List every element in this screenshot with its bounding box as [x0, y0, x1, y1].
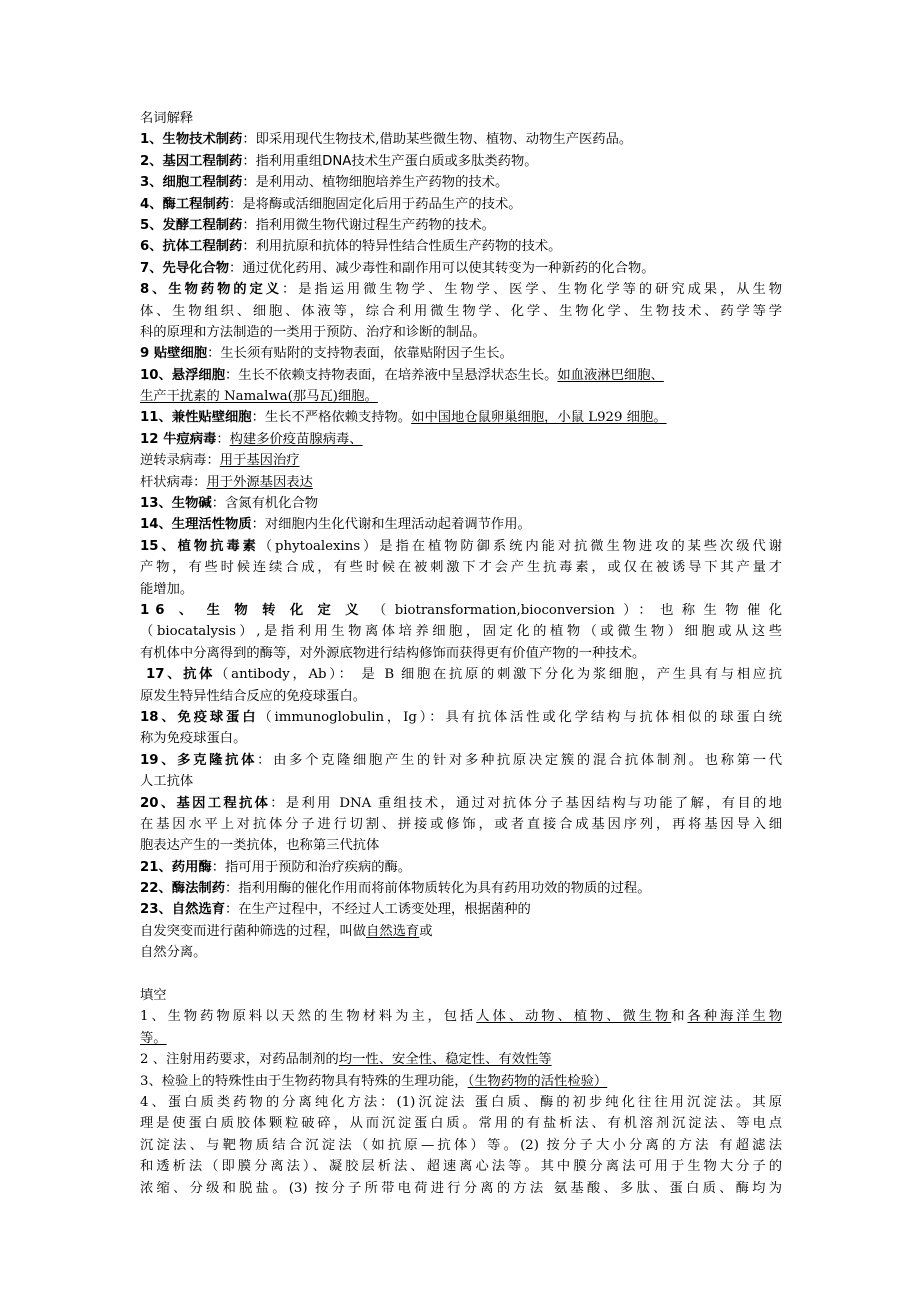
- term-14: [140, 514, 782, 535]
- term-text: ：指可用于预防和治疗疾病的酶。: [211, 859, 412, 875]
- term-example: 生产干扰素的 Namalwa(那马瓦)细胞。: [140, 389, 378, 405]
- term-17-line-1: [140, 664, 782, 685]
- fill-text: 2 、注射用药要求，对药品制剂的: [140, 1052, 339, 1068]
- fill-4-line-5: 浓缩、分级和脱盐。(3) 按分子所带电荷进行分离的方法 氨基酸、多肽、蛋白质、酶均为: [140, 1180, 782, 1196]
- term-label: 19、多克隆抗体: [140, 752, 258, 768]
- term-text: ：指利用重组: [242, 153, 323, 169]
- term-16-line-1: [140, 600, 782, 621]
- fill-answer: 人体、动物、植物、微生物: [476, 1009, 672, 1025]
- term-text: （phytoalexins）是指在植物防御系统内能对抗微生物进攻的某些次级代谢: [258, 538, 782, 554]
- term-text: ：是将酶或活细胞固定化后用于药品生产的技术。: [229, 196, 522, 212]
- term-9: [140, 343, 782, 364]
- fill-answer: 等。: [140, 1030, 167, 1046]
- term-15-line-2: 产物，有些时候连续合成，有些时候在被刺激下才会产生抗毒素，或仅在被诱导下其产量才: [140, 560, 782, 576]
- fill-1-line-2: [140, 1028, 782, 1049]
- term-15-line-1: [140, 536, 782, 557]
- term-23-line-1: [140, 899, 782, 920]
- term-text: ：由多个克隆细胞产生的针对多种抗原决定簇的混合抗体制剂。也称第一代: [257, 752, 782, 768]
- term-text: 自发突变而进行菌种筛选的过程，叫做: [140, 923, 367, 939]
- term-21: [140, 857, 782, 878]
- term-example: 如血液淋巴细胞、: [557, 367, 664, 383]
- term-label: 21、药用酶: [140, 859, 212, 875]
- fill-text: 1、生物药物原料以天然的生物材料为主，包括: [140, 1009, 477, 1025]
- term-6: [140, 236, 782, 257]
- term-19-line-1: [140, 750, 782, 771]
- section-gap: [140, 964, 782, 985]
- term-2: [140, 151, 782, 172]
- term-label: 11、兼性贴壁细胞: [140, 410, 252, 426]
- term-label: 10、悬浮细胞: [140, 367, 225, 383]
- term-label: 20、基因工程抗体: [140, 795, 271, 811]
- term-11: [140, 407, 782, 428]
- term-label: 23、自然选育: [140, 902, 225, 918]
- term-10-line-1: [140, 365, 782, 386]
- term-label: 15、植物抗毒素: [140, 538, 259, 554]
- term-text: 或: [419, 923, 433, 939]
- fill-4-line-1: 4、蛋白质类药物的分离纯化方法：(1)沉淀法 蛋白质、酶的初步纯化往往用沉淀法。其原: [140, 1094, 782, 1110]
- term-text: ：含氮有机化合物: [211, 496, 319, 512]
- term-label: 14、生理活性物质: [140, 517, 252, 533]
- section-title-definitions: 名词解释: [140, 111, 194, 126]
- term-12-retrovirus: [140, 450, 782, 471]
- term-20-line-1: [140, 793, 782, 814]
- term-18-line-1: [140, 707, 782, 728]
- term-label: 22、酶法制药: [140, 881, 225, 897]
- fill-4-line-2: 理是使蛋白质胶体颗粒破碎，从而沉淀蛋白质。常用的有盐析法、有机溶剂沉淀法、等电点: [140, 1116, 782, 1132]
- term-example: 自然选育: [366, 923, 420, 939]
- term-text: ：即采用现代生物技术,借助某些微生物、植物、动物生产医药品。: [242, 132, 633, 148]
- term-text: ：在生产过程中，不经过人工诱变处理，根据菌种的: [225, 902, 531, 918]
- term-text: ：指利用酶的催化作用而将前体物质转化为具有药用功效的物质的过程。: [225, 881, 651, 897]
- term-4: [140, 194, 782, 215]
- term-text: ：对细胞内生化代谢和生理活动起着调节作用。: [251, 517, 531, 533]
- fill-answer: （生物药物的活性检验）: [467, 1073, 608, 1089]
- term-label: 7、先导化合物: [140, 260, 230, 276]
- term-text: ：是指运用微生物学、生物学、医学、生物化学等的研究成果，从生物: [281, 282, 782, 298]
- term-20-line-3: 胞表达产生的一类抗体，也称第三代抗体: [140, 838, 380, 854]
- document-page: [140, 108, 782, 1199]
- fill-3: [140, 1071, 782, 1092]
- term-16-line-3: 有机体中分离得到的酶等，对外源底物进行结构修饰而获得更有价值产物的一种技术。: [140, 645, 646, 661]
- term-example: 构建多价疫苗腺病毒、: [229, 431, 363, 447]
- term-label: 1、生物技术制药: [140, 132, 243, 148]
- term-label: 16、生物转化定义: [140, 602, 373, 618]
- section-title-fill-in: 填空: [140, 988, 167, 1004]
- term-label: 17、抗体: [146, 667, 216, 683]
- term-13: [140, 493, 782, 514]
- fill-2: [140, 1049, 782, 1070]
- fill-answer: 各种海洋生物: [687, 1009, 782, 1025]
- term-text: ：生长不依赖支持物表面，在培养液中呈悬浮状态生长。: [225, 367, 558, 383]
- term-7: [140, 258, 782, 279]
- fill-1-line-1: [140, 1006, 782, 1027]
- term-text: ：是利用 DNA 重组技术，通过对抗体分子基因结构与功能了解，有目的地: [270, 795, 782, 811]
- fill-4-line-4: 和透析法（即膜分离法）、凝胶层析法、超速离心法等。其中膜分离法可用于生物大分子的: [140, 1159, 782, 1175]
- term-text: （biotransformation,bioconversion）：也称生物催化: [372, 602, 782, 618]
- term-text: ：通过优化药用、减少毒性和副作用可以使其转变为一种新药的化合物。: [229, 260, 655, 276]
- term-text: ：利用抗原和抗体的特异性结合性质生产药物的技术。: [242, 239, 562, 255]
- term-example: 用于基因治疗: [219, 453, 300, 469]
- term-label: 2、基因工程制药: [140, 153, 243, 169]
- term-text: ：生长须有贴附的支持物表面，依靠贴附因子生长。: [207, 346, 513, 362]
- term-text: 技术生产蛋白质或多肽类药物。: [351, 153, 538, 169]
- term-5: [140, 215, 782, 236]
- term-label-plain: 逆转录病毒：: [140, 453, 220, 469]
- term-label: 3、细胞工程制药: [140, 175, 243, 191]
- term-23-line-2: [140, 921, 782, 942]
- term-label: 5、发酵工程制药: [140, 217, 243, 233]
- term-8-line-1: [140, 279, 782, 300]
- fill-text: 和: [671, 1009, 688, 1025]
- fill-text: 3、检验上的特殊性由于生物药物具有特殊的生理功能，: [140, 1073, 468, 1089]
- term-label: 13、生物碱: [140, 496, 212, 512]
- term-17-line-2: 原发生特异性结合反应的免疫球蛋白。: [140, 688, 367, 704]
- term-20-line-2: 在基因水平上对抗体分子进行切割、拼接或修饰，或者直接合成基因序列，再将基因导入细: [140, 816, 782, 832]
- term-22: [140, 878, 782, 899]
- term-text: ：生长不严格依赖支持物。: [251, 410, 412, 426]
- term-12-baculovirus: [140, 472, 782, 493]
- fill-4-line-3: 沉淀法、与靶物质结合沉淀法（如抗原—抗体）等。(2) 按分子大小分离的方法 有超滤法: [140, 1137, 782, 1153]
- term-16-line-2: （biocatalysis）,是指利用生物离体培养细胞，固定化的植物（或微生物）细胞或从这些: [140, 624, 782, 640]
- term-label: 6、抗体工程制药: [140, 239, 243, 255]
- term-text: （antibody，Ab）： 是 B 细胞在抗原的刺激下分化为浆细胞，产生具有与相应抗: [215, 667, 782, 683]
- term-8-line-2: 体、生物组织、细胞、体液等，综合利用微生物学、化学、生物化学、生物技术、药学等学: [140, 303, 782, 319]
- term-example: 用于外源基因表达: [206, 474, 313, 490]
- term-example: 如中国地仓鼠卵巢细胞，小鼠 L929 细胞。: [411, 410, 667, 426]
- term-3: [140, 172, 782, 193]
- term-label-plain: 杆状病毒：: [140, 474, 207, 490]
- term-label: 8、生物药物的定义: [140, 282, 282, 298]
- term-12: [140, 429, 782, 450]
- term-colon: ：: [216, 431, 230, 447]
- term-label: 9 贴壁细胞: [140, 346, 208, 362]
- term-text: （immunoglobulin，Ig）：具有抗体活性或化学结构与抗体相似的球蛋白统: [258, 709, 782, 725]
- term-text: ：是利用动、植物细胞培养生产药物的技术。: [242, 175, 509, 191]
- term-1: [140, 129, 782, 150]
- term-label: 4、酶工程制药: [140, 196, 230, 212]
- term-18-line-2: 称为免疫球蛋白。: [140, 731, 247, 747]
- term-text: ：指利用微生物代谢过程生产药物的技术。: [242, 217, 495, 233]
- term-23-line-3: 自然分离。: [140, 945, 207, 961]
- term-text-dna: DNA: [322, 153, 352, 169]
- term-19-line-2: 人工抗体: [140, 774, 194, 790]
- term-10-line-2: [140, 386, 782, 407]
- term-label: 18、免疫球蛋白: [140, 709, 259, 725]
- term-label: 12 牛痘病毒: [140, 431, 217, 447]
- fill-answer: 均一性、安全性、稳定性、有效性等: [338, 1052, 552, 1068]
- term-8-line-3: 科的原理和方法制造的一类用于预防、治疗和诊断的制品。: [140, 324, 486, 340]
- term-15-line-3: 能增加。: [140, 581, 194, 597]
